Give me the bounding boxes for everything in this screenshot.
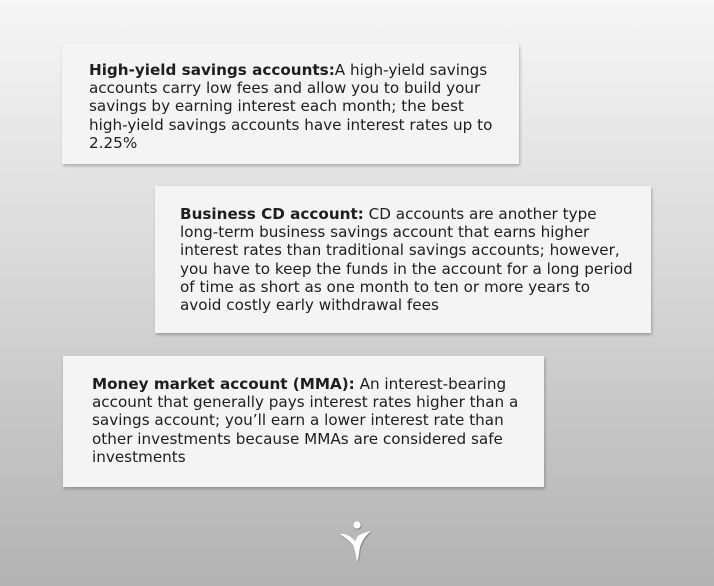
- info-card-business-cd: [155, 186, 651, 333]
- card-term: Business CD account:: [180, 205, 364, 223]
- card-description: A high-yield savings accounts carry low fees and allow you to build your savings by earning interest each month; the best high-yield savings accounts have interest rates up to 2.25%: [89, 61, 493, 152]
- card-term: Money market account (MMA):: [92, 375, 355, 393]
- card-description: An interest-bearing account that generally pays interest rates higher than a savings account; you’ll earn a lower interest rate than other investments because MMAs are considered safe investments: [92, 375, 519, 466]
- card-text: [89, 61, 505, 152]
- info-card-high-yield-savings: [62, 44, 519, 164]
- leaping-figure-logo-icon: [337, 519, 375, 563]
- info-card-money-market: [63, 356, 544, 487]
- card-description: CD accounts are another type long-term business savings account that earns higher interest rates than traditional savings accounts; however, you have to keep the funds in the account for a long period of time as short as one month to ten or more years to avoid costly early withdrawal fees: [180, 205, 633, 315]
- card-text: [92, 375, 526, 466]
- card-term: High-yield savings accounts:: [89, 61, 335, 79]
- card-text: [180, 205, 635, 314]
